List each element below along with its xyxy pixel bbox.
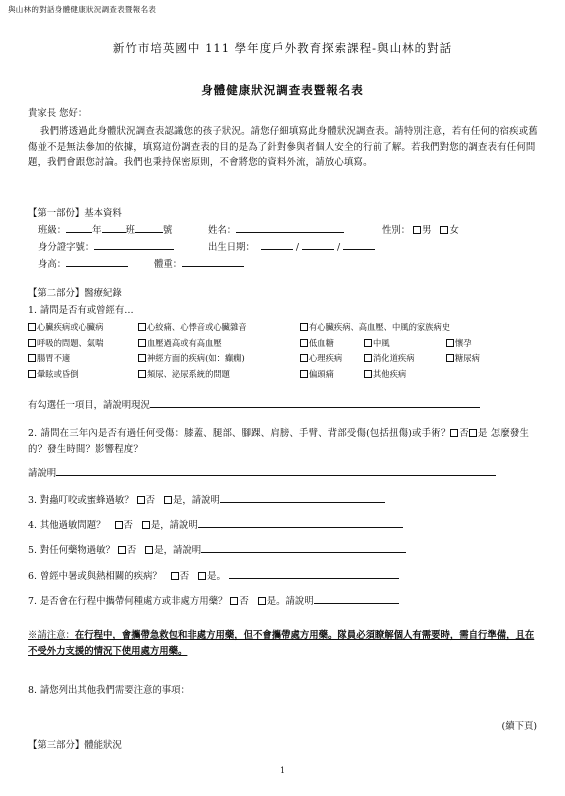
- q5-yes-checkbox[interactable]: [145, 546, 153, 554]
- condition-label: 呼吸的問題、氣喘: [37, 337, 104, 348]
- class-unit-label: 班: [125, 225, 135, 236]
- date-separator: /: [295, 242, 300, 253]
- condition-label: 心理疾病: [309, 353, 343, 363]
- female-checkbox[interactable]: [440, 226, 448, 234]
- q7-yes-checkbox[interactable]: [258, 597, 266, 605]
- gender-row: [382, 223, 459, 239]
- q2-no-checkbox[interactable]: [450, 429, 458, 437]
- condition-label: 消化道疾病: [373, 353, 415, 363]
- female-label: 女: [449, 225, 459, 236]
- q2-yes-checkbox[interactable]: [469, 429, 477, 437]
- question-7-row: [28, 594, 399, 610]
- q4-explain-field[interactable]: [198, 518, 403, 528]
- q4-no-checkbox[interactable]: [115, 521, 123, 529]
- question-1: 1. 請問是否有或曾經有…: [28, 305, 134, 316]
- condition-checkbox[interactable]: [28, 354, 36, 362]
- q1-followup-label: 有勾選任一項目，請說明現況: [28, 400, 150, 411]
- weight-field[interactable]: [182, 257, 244, 267]
- course-title: 新竹市培英國中 111 學年度戶外教育探索課程-與山林的對話: [112, 41, 453, 55]
- q7-yes-label: 是。請說明: [266, 596, 314, 607]
- seat-field[interactable]: [135, 223, 163, 233]
- q3-no-checkbox[interactable]: [137, 496, 145, 504]
- year-label: 年: [92, 225, 102, 236]
- class-label: 班級：: [38, 225, 67, 236]
- question-5-row: [28, 543, 406, 559]
- conditions-row: [28, 367, 540, 383]
- condition-label: 低血糖: [309, 337, 334, 348]
- question-3-row: [28, 493, 385, 509]
- part3-heading: 【第三部分】體能狀況: [28, 740, 122, 751]
- condition-label: 神經方面的疾病(如：癲癇): [147, 353, 245, 363]
- q5-no-label: 否: [126, 545, 137, 556]
- question-6-row: [28, 569, 399, 585]
- condition-checkbox[interactable]: [138, 354, 146, 362]
- continued-label: (續下頁): [501, 721, 537, 732]
- condition-checkbox[interactable]: [138, 323, 146, 331]
- weight-row: [154, 257, 244, 273]
- condition-label: 懷孕: [455, 337, 472, 348]
- conditions-row: [28, 351, 540, 367]
- condition-checkbox[interactable]: [138, 370, 146, 378]
- q3-yes-label: 是，請說明: [173, 495, 220, 506]
- condition-checkbox[interactable]: [300, 370, 308, 378]
- height-label: 身高：: [38, 259, 67, 270]
- gender-label: 性別：: [382, 225, 411, 236]
- page-number: 1: [279, 766, 286, 775]
- height-row: [38, 257, 128, 273]
- q6-yes-label: 是。: [207, 571, 226, 582]
- q1-followup-field[interactable]: [150, 398, 480, 408]
- condition-checkbox[interactable]: [446, 339, 454, 347]
- q2-no-label: 否: [459, 428, 469, 439]
- intro-paragraph: 我們將透過此身體狀況調查表認識您的孩子狀況。請您仔細填寫此身體狀況調查表。請特別注意，若有任何的宿疾或舊傷並不是無法參加的依據，填寫這份調查表的目的是為了針對參與者個人安全的行前了解。若我們對您的調查表有任何問題，我們會跟您討論。我們也秉持保密原則，不會將您的資料外流，請放心填寫。: [28, 126, 538, 168]
- id-row: [38, 240, 174, 256]
- medication-note: [28, 628, 540, 660]
- male-checkbox[interactable]: [413, 226, 421, 234]
- greeting: 貴家長 您好：: [28, 108, 88, 119]
- male-label: 男: [422, 225, 432, 236]
- birth-year-field[interactable]: [261, 240, 293, 250]
- question-4-row: [28, 518, 403, 534]
- class-field[interactable]: [102, 223, 126, 233]
- date-separator: /: [336, 242, 341, 253]
- q5-yes-label: 是，請說明: [154, 545, 202, 556]
- part1-heading: 【第一部份】基本資料: [28, 208, 122, 219]
- question-4: 4. 其他過敏問題？: [28, 520, 106, 531]
- condition-label: 心絞痛、心悸音或心臟雜音: [147, 322, 247, 332]
- condition-checkbox[interactable]: [364, 370, 372, 378]
- id-label: 身分證字號：: [38, 242, 95, 253]
- condition-checkbox[interactable]: [300, 339, 308, 347]
- name-row: [208, 223, 344, 239]
- condition-checkbox[interactable]: [300, 323, 308, 331]
- note-prefix: ※請注意：: [28, 630, 75, 641]
- q4-no-label: 否: [123, 520, 133, 531]
- condition-checkbox[interactable]: [28, 370, 36, 378]
- class-row: [38, 223, 172, 239]
- q7-explain-field[interactable]: [314, 594, 399, 604]
- running-header: 與山林的對話身體健康狀況調查表暨報名表: [8, 5, 157, 14]
- weight-label: 體重：: [154, 259, 183, 270]
- q2-explain-field[interactable]: [56, 466, 496, 476]
- height-field[interactable]: [66, 257, 128, 267]
- question-7: 7. 是否會在行程中攜帶何種處方或非處方用藥？: [28, 596, 228, 607]
- q3-explain-field[interactable]: [220, 493, 385, 503]
- q6-no-label: 否: [179, 571, 190, 582]
- condition-label: 心臟疾病或心臟病: [37, 322, 104, 332]
- condition-label: 腸胃不適: [37, 353, 71, 363]
- form-title: 身體健康狀況調查表暨報名表: [201, 83, 364, 97]
- q3-yes-checkbox[interactable]: [164, 496, 172, 504]
- q7-no-label: 否: [239, 596, 249, 607]
- question-2-text: 2. 請問在三年內是否有過任何受傷：膝蓋、腿部、腳踝、肩膀、手臂、背部受傷(包括扭傷)或手術？: [28, 428, 451, 439]
- seat-label: 號: [162, 225, 173, 236]
- condition-checkbox[interactable]: [28, 339, 36, 347]
- birth-month-field[interactable]: [302, 240, 334, 250]
- question-2-tail: 怎麼發生的？發生時間？影響程度？: [28, 428, 530, 455]
- q1-followup-row: [28, 398, 480, 414]
- condition-label: 頻尿、泌尿系統的問題: [147, 368, 230, 379]
- condition-label: 糖尿病: [455, 353, 480, 363]
- condition-label: 其他疾病: [373, 368, 407, 379]
- id-field[interactable]: [94, 240, 174, 250]
- q5-no-checkbox[interactable]: [118, 546, 126, 554]
- birth-label: 出生日期：: [208, 242, 255, 253]
- condition-label: 偏頭痛: [309, 368, 334, 379]
- note-body: 在行程中，會攜帶急救包和非處方用藥，但不會攜帶處方用藥。隊員必須瞭解個人有需要時，需自行準備，且在不受外力支援的情況下使用處方用藥。: [28, 630, 535, 657]
- birth-day-field[interactable]: [343, 240, 375, 250]
- question-3: 3. 對蟲叮咬或蜜蜂過敏？: [28, 495, 134, 506]
- name-label: 姓名：: [208, 225, 237, 236]
- part2-heading: 【第二部分】醫療紀錄: [28, 288, 122, 299]
- q7-no-checkbox[interactable]: [230, 597, 238, 605]
- condition-checkbox[interactable]: [446, 354, 454, 362]
- condition-label: 有心臟疾病、高血壓、中風的家族病史: [309, 322, 451, 332]
- condition-checkbox[interactable]: [364, 339, 372, 347]
- q4-yes-checkbox[interactable]: [142, 521, 150, 529]
- q3-no-label: 否: [145, 495, 156, 506]
- question-2: [28, 426, 536, 457]
- q2-explain-label: 請說明: [28, 468, 57, 479]
- birth-row: [208, 240, 375, 256]
- condition-label: 暈眩或昏倒: [37, 368, 79, 379]
- question-5: 5. 對任何藥物過敏？: [28, 545, 115, 556]
- q6-no-checkbox[interactable]: [171, 572, 179, 580]
- condition-checkbox[interactable]: [28, 323, 36, 331]
- question-6: 6. 曾經中暑或與熱相關的疾病？: [28, 571, 162, 582]
- condition-label: 中風: [373, 337, 390, 348]
- conditions-row: [28, 336, 540, 352]
- condition-checkbox[interactable]: [364, 354, 372, 362]
- q2-yes-label: 是: [477, 428, 488, 439]
- q5-explain-field[interactable]: [201, 543, 406, 553]
- conditions-row: [28, 320, 540, 336]
- conditions-grid: [28, 320, 540, 382]
- condition-checkbox[interactable]: [138, 339, 146, 347]
- year-field[interactable]: [66, 223, 92, 233]
- q6-explain-field[interactable]: [229, 569, 399, 579]
- question-8: 8. 請您列出其他我們需要注意的事項：: [28, 685, 190, 696]
- q6-yes-checkbox[interactable]: [198, 572, 206, 580]
- name-field[interactable]: [236, 223, 344, 233]
- q4-yes-label: 是，請說明: [150, 520, 198, 531]
- condition-label: 血壓過高或有高血壓: [147, 337, 222, 348]
- condition-checkbox[interactable]: [300, 354, 308, 362]
- q2-explain-row: [28, 466, 496, 482]
